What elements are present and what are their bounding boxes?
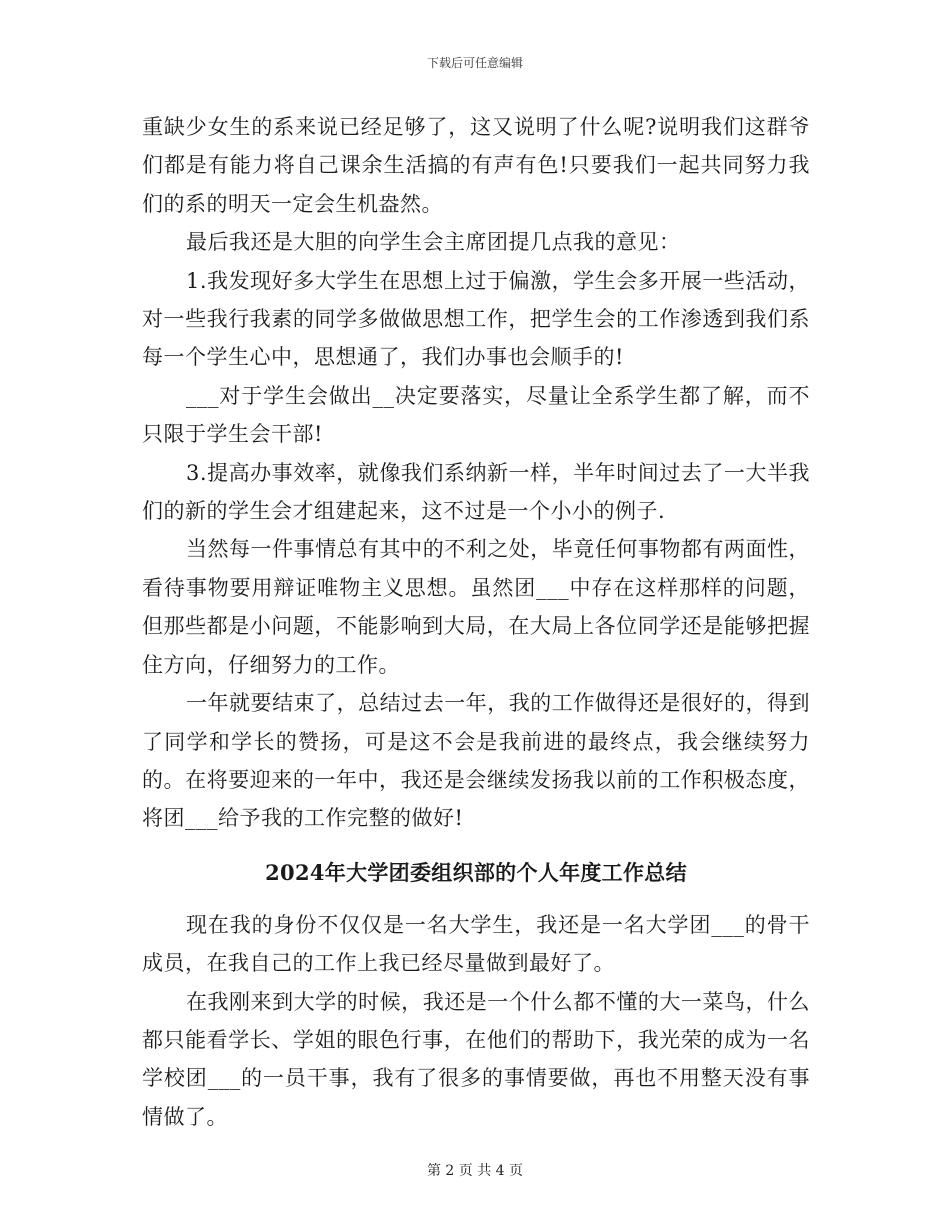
paragraph-two-sides: 当然每一件事情总有其中的不利之处，毕竟任何事物都有两面性，看待事物要用辩证唯物主义思想。虽然团___中存在这样那样的问题，但那些都是小问题，不能影响到大局，在大局上各位同学还是能够把握住方向，仔细努力的工作。 (142, 537, 810, 677)
paragraph-opinions-intro: 最后我还是大胆的向学生会主席团提几点我的意见： (186, 230, 681, 255)
paragraph-opinion-1: 1.我发现好多大学生在思想上过于偏激，学生会多开展一些活动，对一些我行我素的同学多做做思想工作，把学生会的工作渗透到我们系每一个学生心中，思想通了，我们办事也会顺手的! (142, 268, 810, 370)
paragraph-identity: 现在我的身份不仅仅是一名大学生，我还是一名大学团___的骨干成员，在我自己的工作上我已经尽量做到最好了。 (142, 912, 810, 976)
paragraph-opinion-3: 3.提高办事效率，就像我们系纳新一样，半年时间过去了一大半我们的新的学生会才组建起来，这不过是一个小小的例子. (142, 460, 810, 524)
page-number: 第 2 页 共 4 页 (426, 1163, 524, 1179)
paragraph-opinion-2: ___对于学生会做出__决定要落实，尽量让全系学生都了解，而不只限于学生会干部! (142, 383, 810, 447)
paragraph-freshman: 在我刚来到大学的时候，我还是一个什么都不懂的大一菜鸟，什么都只能看学长、学姐的眼色行事，在他们的帮助下，我光荣的成为一名学校团___的一员干事，我有了很多的事情要做，再也不用整天没有事情做了。 (142, 989, 810, 1129)
document-body (142, 108, 810, 1136)
paragraph-year-end: 一年就要结束了，总结过去一年，我的工作做得还是很好的，得到了同学和学长的赞扬，可是这不会是我前进的最终点，我会继续努力的。在将要迎来的一年中，我还是会继续发扬我以前的工作积极态度，将团___给予我的工作完整的做好! (142, 691, 810, 831)
section-title: 2024年大学团委组织部的个人年度工作总结 (265, 859, 687, 885)
header-note: 下载后可任意编辑 (426, 56, 523, 70)
paragraph-continued: 重缺少女生的系来说已经足够了，这又说明了什么呢?说明我们这群爷们都是有能力将自己课余生活搞的有声有色!只要我们一起共同努力我们的系的明天一定会生机盎然。 (142, 115, 810, 216)
